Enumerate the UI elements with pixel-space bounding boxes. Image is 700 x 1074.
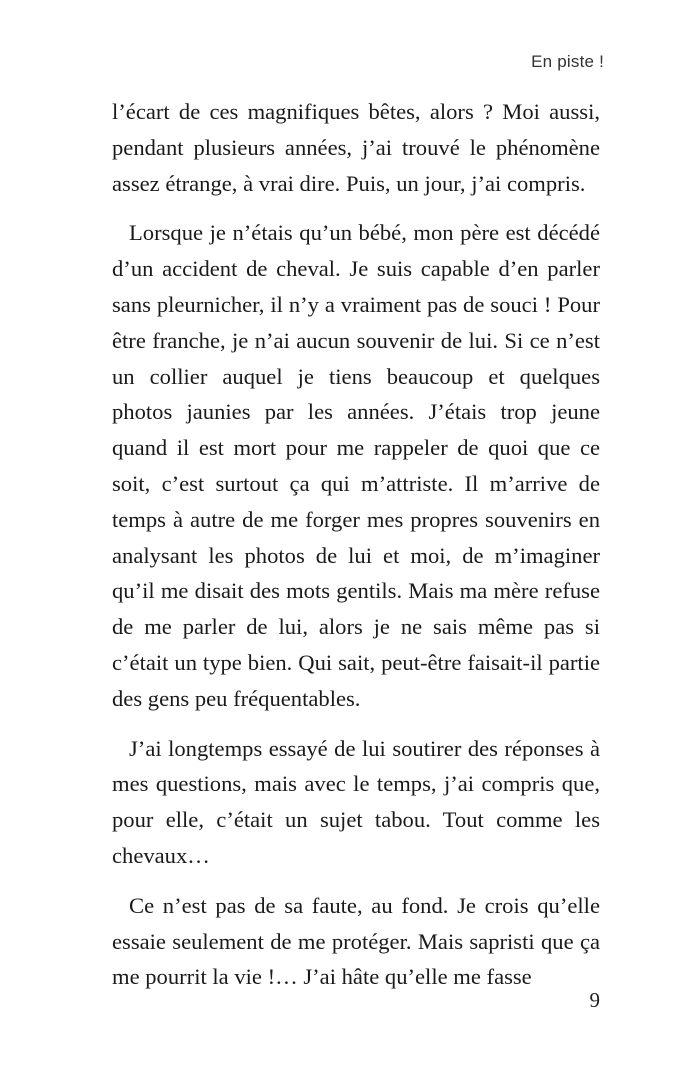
page-number: 9: [589, 988, 600, 1012]
running-header: En piste !: [531, 52, 604, 71]
page-body: [112, 94, 600, 995]
paragraph: Lorsque je n’étais qu’un bébé, mon père est décédé d’un accident de cheval. Je suis capable d’en parler sans pleurnicher, il n’y a vraiment pas de souci ! Pour être franche, je n’ai aucun souvenir de lui. Si ce n’est un collier auquel je tiens beaucoup et quelques photos jaunies par les années. J’étais trop jeune quand il est mort pour me rappeler de quoi que ce soit, c’est surtout ça qui m’attriste. Il m’arrive de temps à autre de me forger mes propres souvenirs en analysant les photos de lui et moi, de m’imaginer qu’il me disait des mots gentils. Mais ma mère refuse de me parler de lui, alors je ne sais même pas si c’était un type bien. Qui sait, peut-être faisait-il partie des gens peu fréquentables.: [112, 220, 600, 711]
paragraph-continued: l’écart de ces magnifiques bêtes, alors ? Moi aussi, pendant plusieurs années, j’ai trouvé le phénomène assez étrange, à vrai dire. Puis, un jour, j’ai compris.: [112, 99, 600, 196]
paragraph: J’ai longtemps essayé de lui soutirer des réponses à mes questions, mais avec le temps, j’ai compris que, pour elle, c’était un sujet tabou. Tout comme les chevaux…: [112, 735, 600, 868]
paragraph: Ce n’est pas de sa faute, au fond. Je crois qu’elle essaie seulement de me protéger. Mais sapristi que ça me pourrit la vie !… J’ai hâte qu’elle me fasse: [112, 892, 600, 990]
